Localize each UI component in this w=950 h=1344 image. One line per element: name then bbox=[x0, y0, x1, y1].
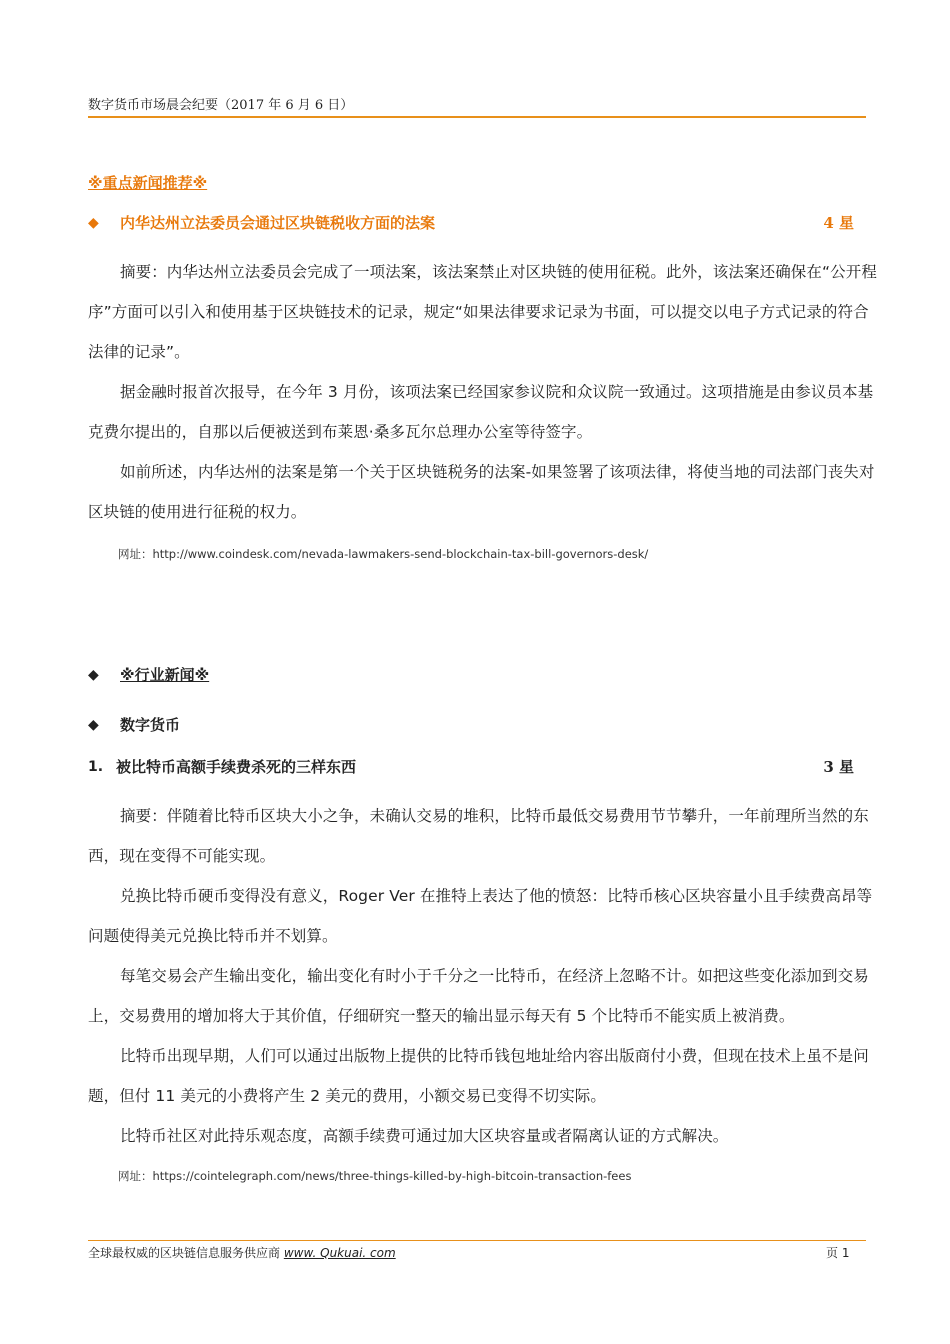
featured-article-heading bbox=[88, 212, 854, 233]
page-number: 页 1 bbox=[826, 1246, 850, 1260]
featured-article-url[interactable]: 网址：http://www.coindesk.com/nevada-lawmakers-send-blockchain-tax-bill-governors-desk/ bbox=[118, 547, 649, 561]
diamond-bullet-icon: ◆ bbox=[88, 716, 99, 733]
industry-paragraph-4: 比特币出现早期，人们可以通过出版物上提供的比特币钱包地址给内容出版商付小费，但现在技术上虽不是问题，但付 11 美元的小费将产生 2 美元的费用，小额交易已变得不切实际。 bbox=[88, 1047, 869, 1105]
industry-article-url[interactable]: 网址：https://cointelegraph.com/news/three-things-killed-by-high-bitcoin-transaction-fees bbox=[118, 1169, 632, 1183]
diamond-bullet-icon: ◆ bbox=[88, 214, 99, 231]
article-number: 1. bbox=[88, 758, 104, 775]
featured-paragraph-2: 据金融时报首次报导，在今年 3 月份，该项法案已经国家参议院和众议院一致通过。这项措施是由参议员本基克费尔提出的，自那以后便被送到布莱恩·桑多瓦尔总理办公室等待签字。 bbox=[88, 383, 874, 441]
industry-article-heading bbox=[88, 756, 854, 777]
footer-divider bbox=[88, 1240, 866, 1241]
featured-article-stars: 4 星 bbox=[823, 214, 854, 232]
diamond-bullet-icon: ◆ bbox=[88, 666, 99, 683]
featured-article-title: 内华达州立法委员会通过区块链税收方面的法案 bbox=[120, 214, 436, 232]
featured-paragraph-1: 摘要：内华达州立法委员会完成了一项法案，该法案禁止对区块链的使用征税。此外，该法案还确保在“公开程序”方面可以引入和使用基于区块链技术的记录，规定“如果法律要求记录为书面，可以提交以电子方式记录的符合法律的记录”。 bbox=[88, 263, 877, 361]
industry-paragraph-2: 兑换比特币硬币变得没有意义，Roger Ver 在推特上表达了他的愤怒：比特币核心区块容量小且手续费高昂等问题使得美元兑换比特币并不划算。 bbox=[88, 887, 873, 945]
footer-tagline-text: 全球最权威的区块链信息服务供应商 bbox=[88, 1246, 284, 1260]
footer-tagline bbox=[88, 1244, 396, 1261]
industry-subsection-heading bbox=[88, 714, 854, 735]
industry-subsection-title: 数字货币 bbox=[120, 716, 181, 734]
featured-section-title: ※重点新闻推荐※ bbox=[88, 174, 208, 192]
page-header-title: 数字货币市场晨会纪要（2017 年 6 月 6 日） bbox=[88, 98, 354, 113]
featured-paragraph-3: 如前所述，内华达州的法案是第一个关于区块链税务的法案-如果签署了该项法律，将使当地的司法部门丧失对区块链的使用进行征税的权力。 bbox=[88, 463, 875, 521]
industry-section-title: ※行业新闻※ bbox=[120, 666, 210, 684]
industry-section-heading bbox=[88, 664, 854, 685]
industry-paragraph-5: 比特币社区对此持乐观态度，高额手续费可通过加大区块容量或者隔离认证的方式解决。 bbox=[120, 1127, 729, 1145]
header-divider bbox=[88, 116, 866, 118]
industry-paragraph-3: 每笔交易会产生输出变化，输出变化有时小于千分之一比特币，在经济上忽略不计。如把这些变化添加到交易上，交易费用的增加将大于其价值，仔细研究一整天的输出显示每天有 5 个比特币不能实质上被消费。 bbox=[88, 967, 869, 1025]
industry-article-stars: 3 星 bbox=[823, 758, 854, 776]
footer-site-link[interactable]: www. Qukuai. com bbox=[283, 1246, 396, 1260]
industry-paragraph-1: 摘要：伴随着比特币区块大小之争，未确认交易的堆积，比特币最低交易费用节节攀升，一年前理所当然的东西，现在变得不可能实现。 bbox=[88, 807, 869, 865]
industry-article-title: 被比特币高额手续费杀死的三样东西 bbox=[116, 758, 357, 776]
